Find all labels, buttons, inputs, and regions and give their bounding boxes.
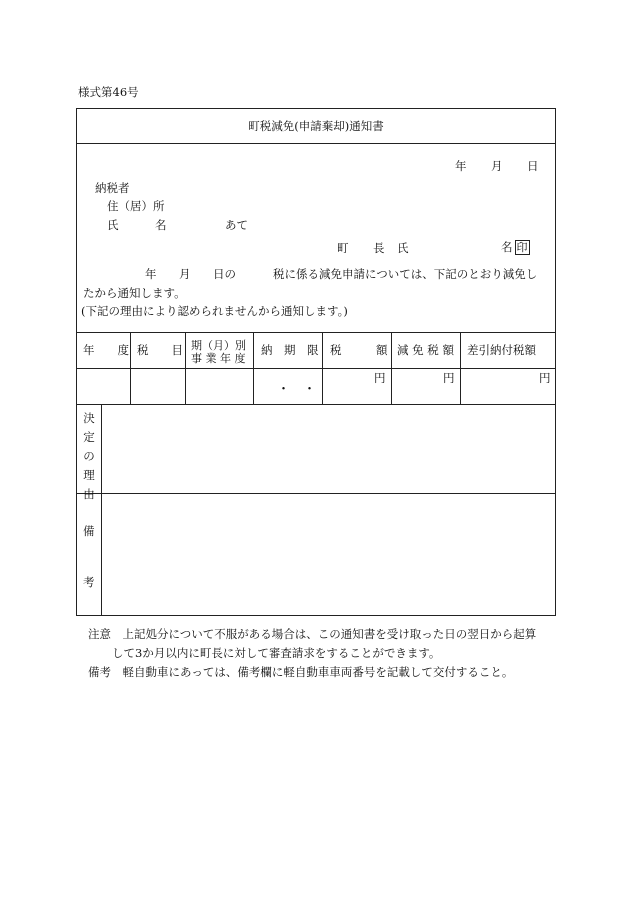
col-divider bbox=[460, 332, 461, 404]
remarks-label-bottom: 考 bbox=[83, 575, 95, 589]
body-line1: 税に係る減免申請については、下記のとおり減免し bbox=[273, 267, 538, 281]
caution-line-1: 注意 上記処分について不服がある場合は、この通知書を受け取った日の翌日から起算 bbox=[88, 627, 537, 641]
body-line2: たから通知します。 bbox=[83, 286, 186, 300]
address-label: 住（居）所 bbox=[107, 199, 165, 213]
issuer-mei: 名 bbox=[501, 240, 513, 254]
col-divider bbox=[130, 332, 131, 404]
taxpayer-label: 納税者 bbox=[95, 181, 130, 195]
header-zeigaku: 税 額 bbox=[330, 343, 388, 357]
date-month: 月 bbox=[491, 159, 503, 173]
yen-genmen: 円 bbox=[443, 371, 455, 385]
header-nendo: 年 度 bbox=[83, 343, 129, 357]
title-divider bbox=[77, 143, 555, 144]
label-column-divider bbox=[101, 404, 102, 616]
name-label-1: 氏 bbox=[107, 218, 119, 232]
seal-stamp: 印 bbox=[516, 241, 528, 254]
notice-form bbox=[76, 108, 556, 616]
body-year: 年 bbox=[145, 267, 157, 281]
issuer-name bbox=[501, 240, 530, 255]
col-divider bbox=[253, 332, 254, 404]
col-divider bbox=[322, 332, 323, 404]
header-sashihiki: 差引納付税額 bbox=[467, 343, 536, 357]
col-divider bbox=[391, 332, 392, 404]
header-divider bbox=[77, 368, 555, 369]
name-label-2: 名 bbox=[155, 218, 167, 232]
remark-note: 備考 軽自動車にあっては、備考欄に軽自動車車両番号を記載して交付すること。 bbox=[88, 665, 514, 679]
reason-char: 理 bbox=[83, 468, 95, 482]
date-year: 年 bbox=[455, 159, 467, 173]
form-title: 町税減免(申請棄却)通知書 bbox=[248, 119, 384, 133]
issuer-cho: 町 bbox=[337, 241, 349, 255]
yen-sashihiki: 円 bbox=[539, 371, 551, 385]
body-divider bbox=[77, 332, 555, 333]
issuer-shi: 氏 bbox=[397, 241, 409, 255]
noki-dots: ・ ・ bbox=[277, 382, 317, 397]
header-zeimoku: 税 目 bbox=[137, 343, 183, 357]
issuer-title: 長 bbox=[373, 241, 385, 255]
reason-label bbox=[82, 409, 96, 504]
reason-char: の bbox=[83, 449, 95, 463]
body-month: 月 bbox=[179, 267, 191, 281]
col-divider bbox=[185, 332, 186, 404]
reason-char: 由 bbox=[83, 487, 95, 501]
caution-line-2: して3か月以内に町長に対して審査請求をすることができます。 bbox=[112, 646, 441, 660]
date-day: 日 bbox=[527, 159, 539, 173]
header-noki: 納 期 限 bbox=[261, 343, 319, 357]
form-number: 様式第46号 bbox=[78, 85, 139, 99]
body-day: 日の bbox=[213, 267, 236, 281]
header-kibetsu-1: 期（月）別 bbox=[191, 339, 246, 352]
body-line3: (下記の理由により認められませんから通知します。) bbox=[81, 304, 348, 318]
header-kibetsu-2: 事 業 年 度 bbox=[191, 352, 246, 365]
row-divider bbox=[77, 404, 555, 405]
reason-char: 決 bbox=[83, 411, 95, 425]
remarks-label-top: 備 bbox=[83, 524, 95, 538]
reason-divider bbox=[77, 493, 555, 494]
header-genmen: 減 免 税 額 bbox=[397, 343, 454, 357]
reason-char: 定 bbox=[83, 430, 95, 444]
ate-label: あて bbox=[225, 218, 248, 232]
yen-zeigaku: 円 bbox=[374, 371, 386, 385]
